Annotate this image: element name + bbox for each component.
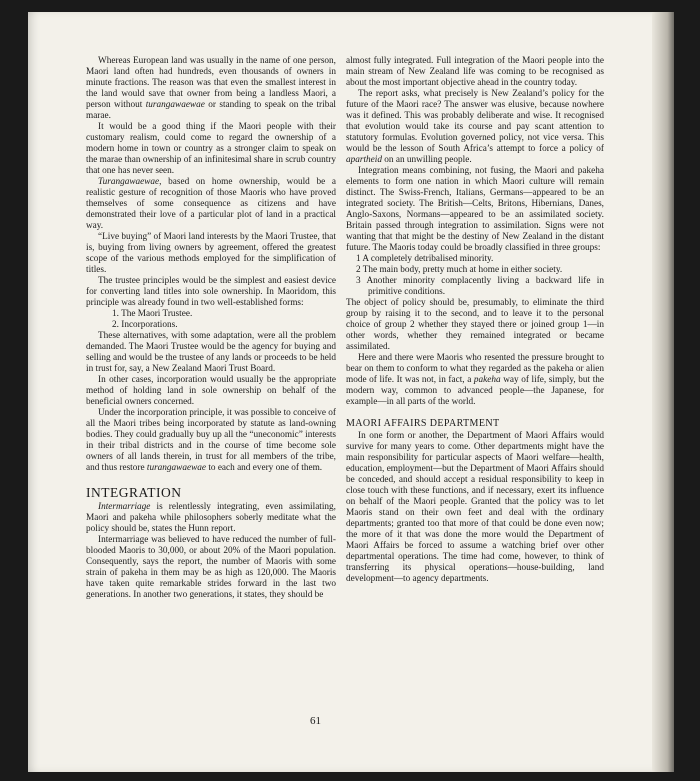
paragraph: The report asks, what precisely is New Zealand’s policy for the future of the Maori race? The answer was elusive, because nowhere was it defined. This was probably deliberate and wise. It recognised that evolution would take its course and pay scant attention to statutory formulas. Evolution governed policy, not vice versa. This would be the lesson of South Africa’s attempt to force a policy of apartheid on an unwilling people. <box>346 89 604 165</box>
list-item: 2 The main body, pretty much at home in either society. <box>356 265 563 275</box>
paragraph: In one form or another, the Department of Maori Affairs would survive for many years to come. Other departments might have the main responsibility for particular aspects of Maori welfare—health, education, employment—but the Department of Maori Affairs should be conceded, and should accept a residual responsibility to keep in close touch with these functions, and if necessary, exert its influence on behalf of the Maori people. Granted that the policy was to let Maoris stand on their own feet and deal with the ordinary departments; granted too that more of that could be done even now; the more of it that was done the more would the Department of Maori Affairs be forced to assume a watching brief over other departmental operations. The time had come, however, to think of transferring its physical operations—house-building, land development—to agency departments. <box>346 431 604 584</box>
paragraph: Under the incorporation principle, it was possible to conceive of all the Maori tribes being incorporated by statute as land-owning bodies. They could gradually buy up all the “uneconomic” interests in their tribal districts and in the course of time become sole owners of all lands therein, in trust for all members of the tribe, and thus restore turangawaewae to each and every one of them. <box>86 408 336 473</box>
paragraph: “Live buying” of Maori land interests by the Maori Trustee, that is, buying from living owners by agreement, offered the greatest scope of the various methods employed for the simplification of titles. <box>86 232 336 275</box>
paragraph: Whereas European land was usually in the name of one person, Maori land often had hundreds, even thousands of owners in minute fractions. The reason was that even the smallest interest in the land would save that owner from being a landless Maori, a person without turangawaewae or standing to speak on the tribal marae. <box>86 56 337 121</box>
paragraph: Here and there were Maoris who resented the pressure brought to bear on them to conform to what they regarded as the pakeha or alien mode of life. It was not, in fact, a pakeha way of life, simply, but the modern way, common to advanced people—the Japanese, for example—in all parts of the world. <box>346 353 605 407</box>
paragraph: Integration means combining, not fusing, the Maori and pakeha elements to form one nation in which Maori culture will remain distinct. The Swiss-French, Italians, Germans—appeared to be an integrated society. The British—Celts, Britons, Hibernians, Danes, Anglo-Saxons, Normans—appeared to be an assimilated society. Britain passed through integration to assimilation. Signs were not wanting that that might be the destiny of New Zealand in the distant future. The Maoris today could be broadly classified in three groups: <box>346 166 604 253</box>
list-item: 2. Incorporations. <box>112 320 178 330</box>
paragraph: Turangawaewae, based on home ownership, would be a realistic gesture of recognition of those Maoris who have proved themselves of some consequence as citizens and have demonstrated their love of a particular plot of land in a practical way. <box>86 177 336 231</box>
section-heading-maori-affairs: MAORI AFFAIRS DEPARTMENT <box>346 418 500 429</box>
paragraph: These alternatives, with some adaptation, were all the problem demanded. The Maori Trustee would be the agency for buying and selling and would be the trustee of any lands or proceeds to be held in trust for, say, a New Zealand Maori Trust Board. <box>86 331 336 374</box>
book-page <box>28 12 674 772</box>
book-gutter <box>652 12 674 772</box>
list-item: 1. The Maori Trustee. <box>112 309 193 319</box>
paragraph: In other cases, incorporation would usually be the appropriate method of holding land in sole ownership on behalf of the beneficial owners concerned. <box>86 375 336 407</box>
groups-list <box>346 254 604 298</box>
forms-list <box>86 309 336 331</box>
section-heading-integration: INTEGRATION <box>86 485 182 500</box>
left-column <box>86 56 336 601</box>
paragraph: Intermarriage is relentlessly integrating, even assimilating, Maori and pakeha while philosophers soberly meditate what the policy should be, states the Hunn report. <box>86 502 336 534</box>
paragraph: It would be a good thing if the Maori people with their customary realism, could come to regard the ownership of a modern home in town or country as a stronger claim to speak on the marae than ownership of an infinitesimal share in scrub country that one has never seen. <box>86 122 336 176</box>
right-column <box>346 56 604 585</box>
paragraph: The trustee principles would be the simplest and easiest device for converting land titles into sole ownership. In Maoridom, this principle was already found in two well-established forms: <box>86 276 336 308</box>
list-item: 3 Another minority complacently living a backward life in primitive conditions. <box>356 276 604 297</box>
list-item: 1 A completely detribalised minority. <box>356 254 494 264</box>
page-number: 61 <box>310 715 321 727</box>
paragraph: The object of policy should be, presumably, to eliminate the third group by raising it to the second, and to leave it to the personal choice of group 2 whether they stayed there or joined group 1—in other words, whether they remained integrated or became assimilated. <box>346 298 604 352</box>
paragraph: Intermarriage was believed to have reduced the number of full-blooded Maoris to 30,000, or about 20% of the Maori population. Consequently, says the report, the number of Maoris with some strain of pakeha in them may be as high as 120,000. The Maoris have taken quite remarkable strides forward in the last two generations. In another two generations, it states, they should be <box>86 535 336 600</box>
paragraph: almost fully integrated. Full integration of the Maori people into the main stream of New Zealand life was coming to be recognised as about the most important objective ahead in the country today. <box>346 56 604 88</box>
